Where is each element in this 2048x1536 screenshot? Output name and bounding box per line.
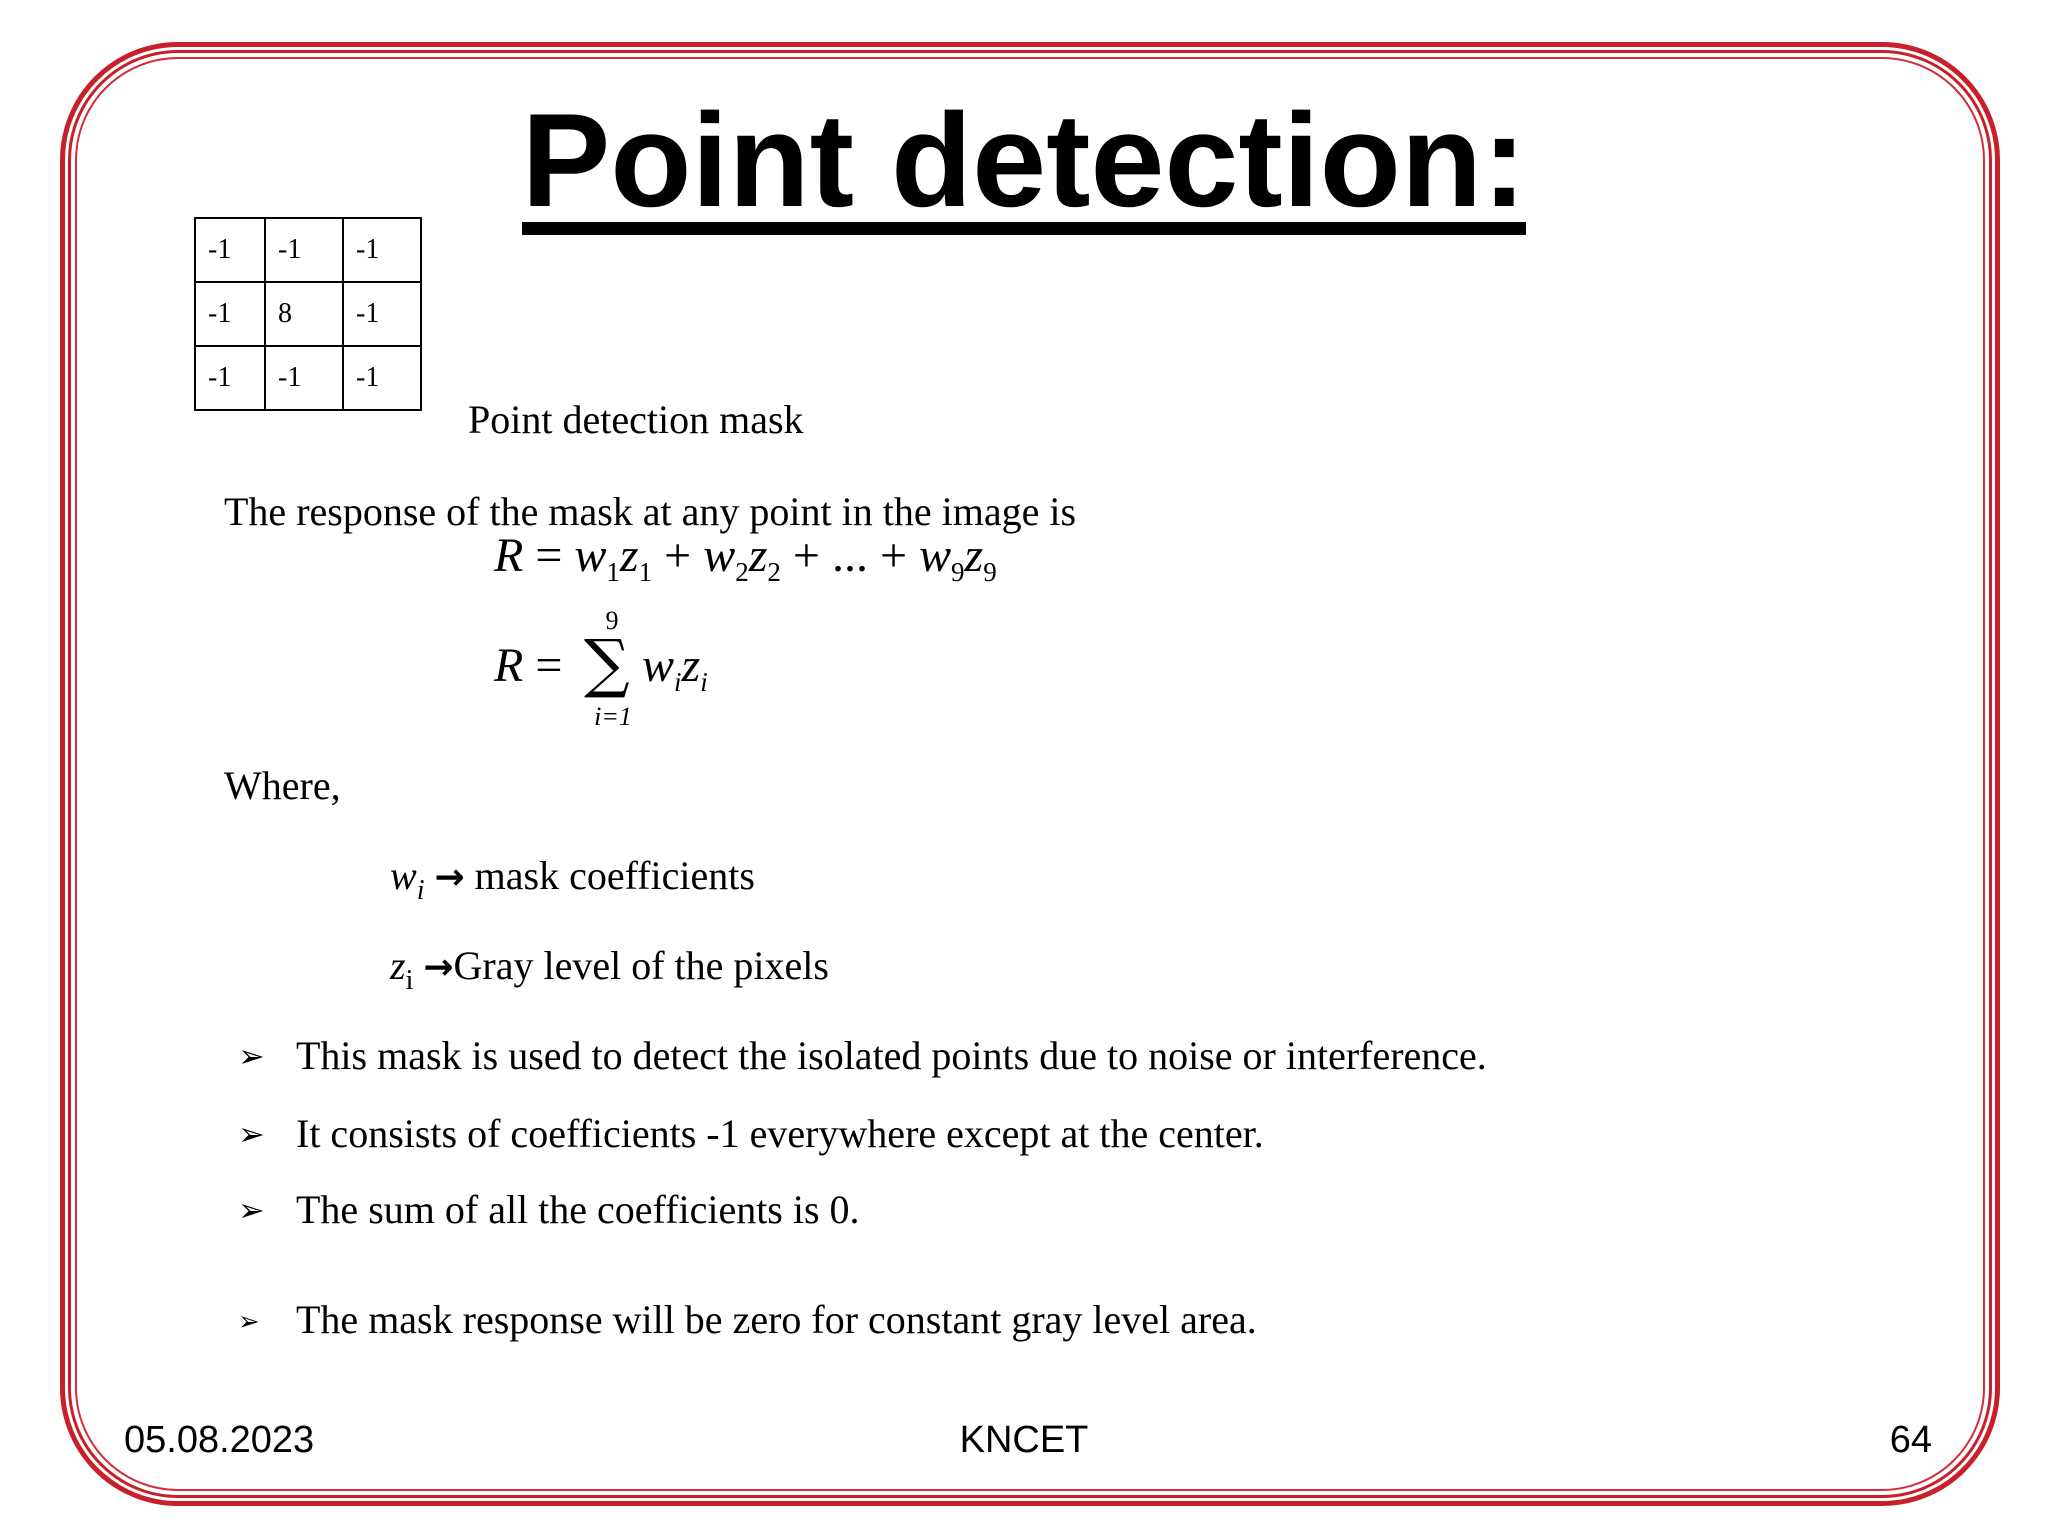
eq2-w: w: [642, 639, 675, 692]
definition-symbol: w: [390, 853, 417, 898]
eq2-sub: i: [674, 667, 682, 697]
eq2-summand: [642, 638, 708, 710]
definition-w: [390, 852, 755, 915]
where-label: Where,: [224, 763, 341, 808]
eq2-equals: =: [535, 639, 563, 692]
eq1-w: w: [919, 529, 952, 582]
bullet-arrow-icon: ➢: [238, 1191, 265, 1229]
eq1-sub: 9: [951, 557, 965, 587]
eq1-w: w: [574, 529, 607, 582]
bullet-arrow-icon: ➢: [238, 1307, 260, 1337]
mask-cell-center: 8: [265, 282, 343, 346]
bullet-arrow-icon: ➢: [238, 1115, 265, 1153]
eq2-sigma-upper-limit: 9: [605, 606, 619, 635]
bullet-item: The mask response will be zero for constant gray level area.: [296, 1297, 1257, 1342]
bullet-item: It consists of coefficients -1 everywhere except at the center.: [296, 1111, 1264, 1156]
mask-cell: -1: [343, 346, 421, 410]
eq1-w: w: [703, 529, 736, 582]
right-arrow-icon: →: [423, 947, 454, 988]
eq1-lhs: R: [494, 529, 524, 582]
eq1-z: z: [964, 529, 984, 582]
right-arrow-icon: →: [434, 857, 465, 898]
mask-cell: -1: [265, 218, 343, 282]
mask-cell: -1: [265, 346, 343, 410]
mask-cell: -1: [195, 218, 265, 282]
eq2-sigma-symbol: ∑: [584, 627, 630, 701]
eq1-z: z: [748, 529, 768, 582]
slide-title: [0, 86, 2048, 236]
definition-symbol: z: [390, 943, 406, 988]
eq1-z: z: [619, 529, 639, 582]
eq1-sub: 1: [606, 557, 620, 587]
bullet-arrow-icon: ➢: [238, 1037, 265, 1075]
footer-institution: KNCET: [959, 1419, 1089, 1461]
eq1-sub: 2: [767, 557, 781, 587]
footer-date: 05.08.2023: [124, 1419, 315, 1461]
mask-cell: -1: [343, 218, 421, 282]
definition-text: Gray level of the pixels: [453, 943, 829, 988]
mask-cell: -1: [343, 282, 421, 346]
mask-cell: -1: [195, 346, 265, 410]
eq2-lhs: R: [494, 639, 524, 692]
eq1-equals: =: [535, 529, 563, 582]
mask-row: [195, 346, 421, 410]
definition-z: [390, 942, 829, 1005]
bullet-item: The sum of all the coefficients is 0.: [296, 1187, 860, 1232]
mask-row: [195, 282, 421, 346]
slide-title-text: Point detection:: [521, 87, 1527, 235]
mask-cell: -1: [195, 282, 265, 346]
eq1-plus: +: [664, 529, 692, 582]
equation-sum-sigma-lhs: [494, 638, 562, 694]
definition-subscript: i: [416, 875, 425, 906]
mask-caption: Point detection mask: [468, 397, 804, 442]
eq2-sigma-lower-limit: i=1: [594, 702, 632, 731]
footer-page-number: 64: [1889, 1419, 1932, 1461]
eq1-sub: 1: [638, 557, 653, 587]
point-detection-mask-grid: [194, 217, 422, 411]
eq1-sub: 2: [735, 557, 749, 587]
eq1-plus-dots-plus: + ... +: [792, 529, 908, 582]
eq1-sub: 9: [983, 557, 997, 587]
bullet-item: This mask is used to detect the isolated points due to noise or interference.: [296, 1033, 1487, 1078]
mask-row: [195, 218, 421, 282]
response-intro: The response of the mask at any point in the image is: [224, 489, 1077, 534]
eq2-sub: i: [700, 667, 708, 697]
definition-text: mask coefficients: [474, 853, 755, 898]
eq2-z: z: [681, 639, 701, 692]
equation-sum-expanded: [494, 528, 997, 600]
definition-subscript: i: [405, 965, 414, 996]
